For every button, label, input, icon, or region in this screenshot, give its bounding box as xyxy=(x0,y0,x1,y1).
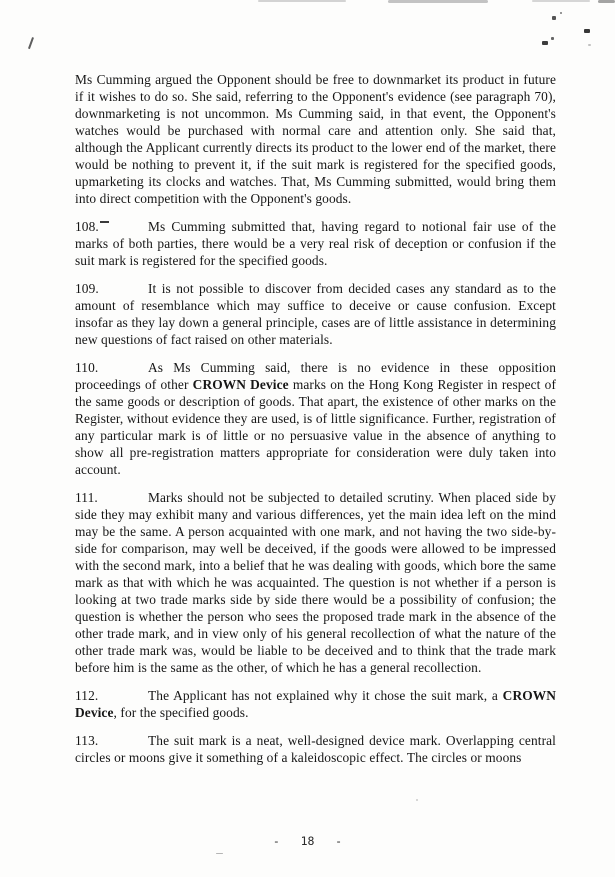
text-run: It is not possible to discover from decided cases any standard as to the amount of resemblance which may suffice to deceive or cause confusion. Except insofar as they lay down a general principle, cases are of little assistance in determining new questions of fact raised on other materials. xyxy=(75,281,556,347)
numbered-paragraph xyxy=(75,489,556,676)
document-body xyxy=(75,71,556,777)
bold-text: CROWN Device xyxy=(75,688,556,720)
scan-smudge xyxy=(532,0,590,2)
numbered-paragraph xyxy=(75,732,556,766)
numbered-paragraph xyxy=(75,359,556,478)
numbered-paragraph xyxy=(75,280,556,348)
paragraph-number: 112. xyxy=(75,688,99,703)
scan-speck xyxy=(551,37,554,40)
paragraph-number: 111. xyxy=(75,490,98,505)
scan-speck xyxy=(560,12,562,14)
text-run: As Ms Cumming said, there is no evidence in these opposition proceedings of other xyxy=(75,360,556,392)
page-number: - 18 - xyxy=(272,834,343,848)
scan-speck xyxy=(588,44,591,46)
text-run: The Applicant has not explained why it chose the suit mark, a xyxy=(148,688,503,703)
paragraph-number: 109. xyxy=(75,281,99,296)
scan-smudge xyxy=(388,0,488,3)
text-run: Marks should not be subjected to detailed scrutiny. When placed side by side they may exhibit many and various differences, yet the main idea left on the mind may be the same. A person acquainted with one mark, and not having the two side-by-side for comparison, may well be deceived, if the goods were allowed to be impressed with the second mark, into a belief that he was dealing with goods, which bore the same mark as that with which he was acquainted. The question is not whether if a person is looking at two trade marks side by side there would be a possibility of confusion; the question is whether the person who sees the proposed trade mark in the absence of the other trade mark, and in view only of his general recollection of what the nature of the other trade mark was, would be liable to be deceived and to think that the trade mark before him is the same as the other, of which he has a general recollection. xyxy=(75,490,556,675)
scan-speck xyxy=(584,29,590,33)
text-run: Ms Cumming argued the Opponent should be free to downmarket its product in future if it wishes to do so. She said, referring to the Opponent's evidence (see paragraph 70), downmarketing is not uncommon. Ms Cumming said, in that event, the Opponent's watches would be purchased with normal care and attention only. She said that, although the Applicant currently directs its product to the lower end of the market, there would be nothing to prevent it, if the suit mark is registered for the specified goods, upmarketing its clocks and watches. That, Ms Cumming submitted, would bring them into direct competition with the Opponent's goods. xyxy=(75,72,556,206)
text-run: Ms Cumming submitted that, having regard to notional fair use of the marks of both parties, there would be a very real risk of deception or confusion if the suit mark is registered for the specified goods. xyxy=(75,219,556,268)
numbered-paragraph xyxy=(75,218,556,269)
text-run: marks on the Hong Kong Register in respect of the same goods or description of goods. That apart, the existence of other marks on the Register, without evidence they are used, is of little significance. Further, registration of any particular mark is of little or no persuasive value in the absence of anything to show all pre-registration matters appropriate for consideration were duly taken into account. xyxy=(75,377,557,477)
scan-speck xyxy=(216,853,223,854)
numbered-paragraph xyxy=(75,687,556,721)
paragraph-number: 110. xyxy=(75,360,99,375)
bold-text: CROWN Device xyxy=(192,377,289,392)
paragraph-number: 108. xyxy=(75,219,99,234)
scan-speck xyxy=(552,16,556,20)
scan-smudge xyxy=(598,0,615,3)
scan-speck xyxy=(416,799,418,801)
scan-speck xyxy=(542,41,548,45)
text-run: , for the specified goods. xyxy=(113,705,249,720)
scan-smudge xyxy=(258,0,346,2)
text-run: The suit mark is a neat, well-designed device mark. Overlapping central circles or moons give it something of a kaleidoscopic effect. The circles or moons xyxy=(75,733,556,765)
paragraph-number: 113. xyxy=(75,733,99,748)
paragraph xyxy=(75,71,556,207)
slash-mark xyxy=(28,37,34,49)
